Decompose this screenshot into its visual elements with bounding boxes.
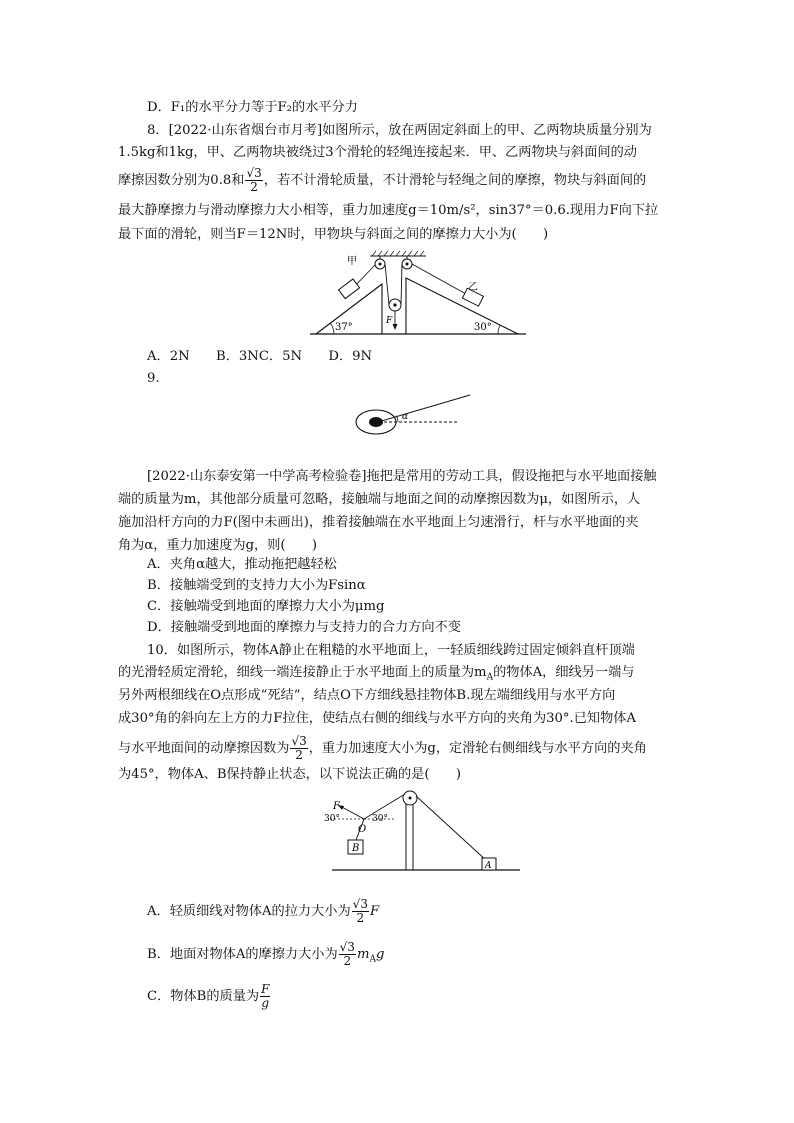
q8-text-line1: 8．[2022·山东省烟台市月考]如图所示，放在两固定斜面上的甲、乙两物块质量分别为 bbox=[147, 123, 652, 138]
q10-optA-den: 2 bbox=[356, 911, 365, 925]
q10-optA-num: √3 bbox=[352, 897, 368, 911]
q8-force-label: F bbox=[386, 316, 393, 326]
q7-option-d: D．F₁的水平分力等于F₂的水平分力 bbox=[147, 100, 358, 115]
q9-alpha-label: α bbox=[402, 412, 409, 422]
q10-figure bbox=[320, 788, 525, 882]
q10-option-c bbox=[147, 983, 271, 1010]
q8-label-jia: 甲 bbox=[347, 256, 357, 267]
q10-text-line1: 10．如图所示，物体A静止在粗糙的水平地面上，一轻质细线跨过固定倾斜直杆顶端 bbox=[147, 643, 635, 658]
q9-text-line4: 角为α，重力加速度为g，则( ) bbox=[118, 538, 318, 553]
q8-text-line3 bbox=[118, 167, 646, 194]
q8-angle-left: 37° bbox=[335, 322, 353, 333]
q10-line2-post: 的物体A，细线另一端与 bbox=[493, 665, 635, 680]
q10-block-a: A bbox=[485, 861, 492, 871]
q10-text-line5 bbox=[118, 735, 647, 762]
q9-number: 9. bbox=[147, 371, 160, 386]
q8-options: A．2N B．3NC．5N D．9N bbox=[147, 349, 373, 364]
q10-optA-pre: A．轻质细线对物体A的拉力大小为 bbox=[147, 904, 351, 919]
q9-option-b: B．接触端受到的支持力大小为Fsinα bbox=[147, 578, 366, 593]
q10-optC-den: g bbox=[261, 996, 270, 1010]
q8-text-line4: 最大静摩擦力与滑动摩擦力大小相等，重力加速度g＝10m/s²，sin37°＝0.6.现用力F向下拉 bbox=[118, 203, 659, 218]
q8-frac-num: √3 bbox=[246, 166, 262, 180]
q10-text-line4: 成30°角的斜向左上方的力F拉住，使结点右侧的细线与水平方向的夹角为30°.已知物体A bbox=[118, 711, 636, 726]
q9-option-a: A．夹角α越大，推动拖把越轻松 bbox=[147, 557, 337, 572]
q10-frac-num: √3 bbox=[291, 734, 307, 748]
q10-optC-pre: C．物体B的质量为 bbox=[147, 989, 260, 1004]
q10-option-a bbox=[147, 898, 379, 925]
q10-text-line6: 为45°，物体A、B保持静止状态，以下说法正确的是( ) bbox=[118, 767, 462, 782]
q10-angle-left: 30° bbox=[324, 814, 340, 824]
q10-optC-num: F bbox=[261, 982, 270, 996]
q8-figure bbox=[308, 250, 528, 344]
q10-line5-pre: 与水平地面间的动摩擦因数为 bbox=[118, 741, 290, 756]
q10-text-line3: 另外两根细线在O点形成“死结”，结点O下方细线悬挂物体B.现左端细线用与水平方向 bbox=[118, 688, 616, 703]
q10-line5-post: ，重力加速度大小为g，定滑轮右侧细线与水平方向的夹角 bbox=[308, 741, 647, 756]
q10-force-label: F bbox=[333, 801, 340, 812]
q10-block-b: B bbox=[352, 843, 360, 854]
q8-text-line5: 最下面的滑轮，则当F＝12N时，甲物块与斜面之间的摩擦力大小为( ) bbox=[118, 227, 549, 242]
q8-label-yi: 乙 bbox=[468, 282, 478, 293]
q10-node-o: O bbox=[358, 824, 367, 835]
q10-angle-right: 30° bbox=[372, 814, 388, 824]
q8-fraction bbox=[245, 167, 262, 194]
q10-optA-frac bbox=[352, 898, 369, 925]
q8-angle-right: 30° bbox=[474, 322, 492, 333]
q10-line2-sub: A bbox=[486, 672, 494, 683]
q10-optC-frac bbox=[260, 983, 270, 1010]
q10-optB-den: 2 bbox=[343, 954, 352, 968]
q10-optB-m: m bbox=[356, 947, 370, 962]
q10-optB-pre: B．地面对物体A的摩擦力大小为 bbox=[147, 947, 338, 962]
q10-optB-sub: A bbox=[369, 954, 376, 965]
q8-line3-post: ，若不计滑轮质量，不计滑轮与轻绳之间的摩擦，物块与斜面间的 bbox=[263, 173, 647, 188]
q10-text-line2 bbox=[118, 663, 634, 688]
q9-text-line1: [2022·山东泰安第一中学高考检验卷]拖把是常用的劳动工具，假设拖把与水平地面接触 bbox=[147, 469, 657, 484]
q10-optA-post: F bbox=[369, 904, 380, 919]
q9-option-d: D．接触端受到地面的摩擦力与支持力的合力方向不变 bbox=[147, 620, 461, 635]
q10-option-b bbox=[147, 941, 384, 970]
q8-line3-pre: 摩擦因数分别为0.8和 bbox=[118, 173, 245, 188]
q10-optB-frac bbox=[339, 941, 356, 968]
q9-figure bbox=[352, 392, 482, 468]
q10-optB-num: √3 bbox=[339, 940, 355, 954]
q9-text-line3: 施加沿杆方向的力F(图中未画出)，推着接触端在水平地面上匀速滑行，杆与水平地面的夹 bbox=[118, 515, 639, 530]
q8-frac-den: 2 bbox=[250, 180, 258, 194]
q10-fraction bbox=[290, 735, 307, 762]
q9-text-line2: 端的质量为m，其他部分质量可忽略，接触端与地面之间的动摩擦因数为μ，如图所示，人 bbox=[118, 492, 641, 507]
q10-frac-den: 2 bbox=[295, 748, 303, 762]
q10-optB-g: g bbox=[375, 947, 385, 962]
q10-line2-pre: 的光滑轻质定滑轮，细线一端连接静止于水平地面上的质量为m bbox=[118, 665, 487, 680]
q8-text-line2: 1.5kg和1kg，甲、乙两物块被绕过3个滑轮的轻绳连接起来．甲、乙两物块与斜面间的动 bbox=[118, 145, 637, 160]
q9-option-c: C．接触端受到地面的摩擦力大小为μmg bbox=[147, 599, 385, 614]
